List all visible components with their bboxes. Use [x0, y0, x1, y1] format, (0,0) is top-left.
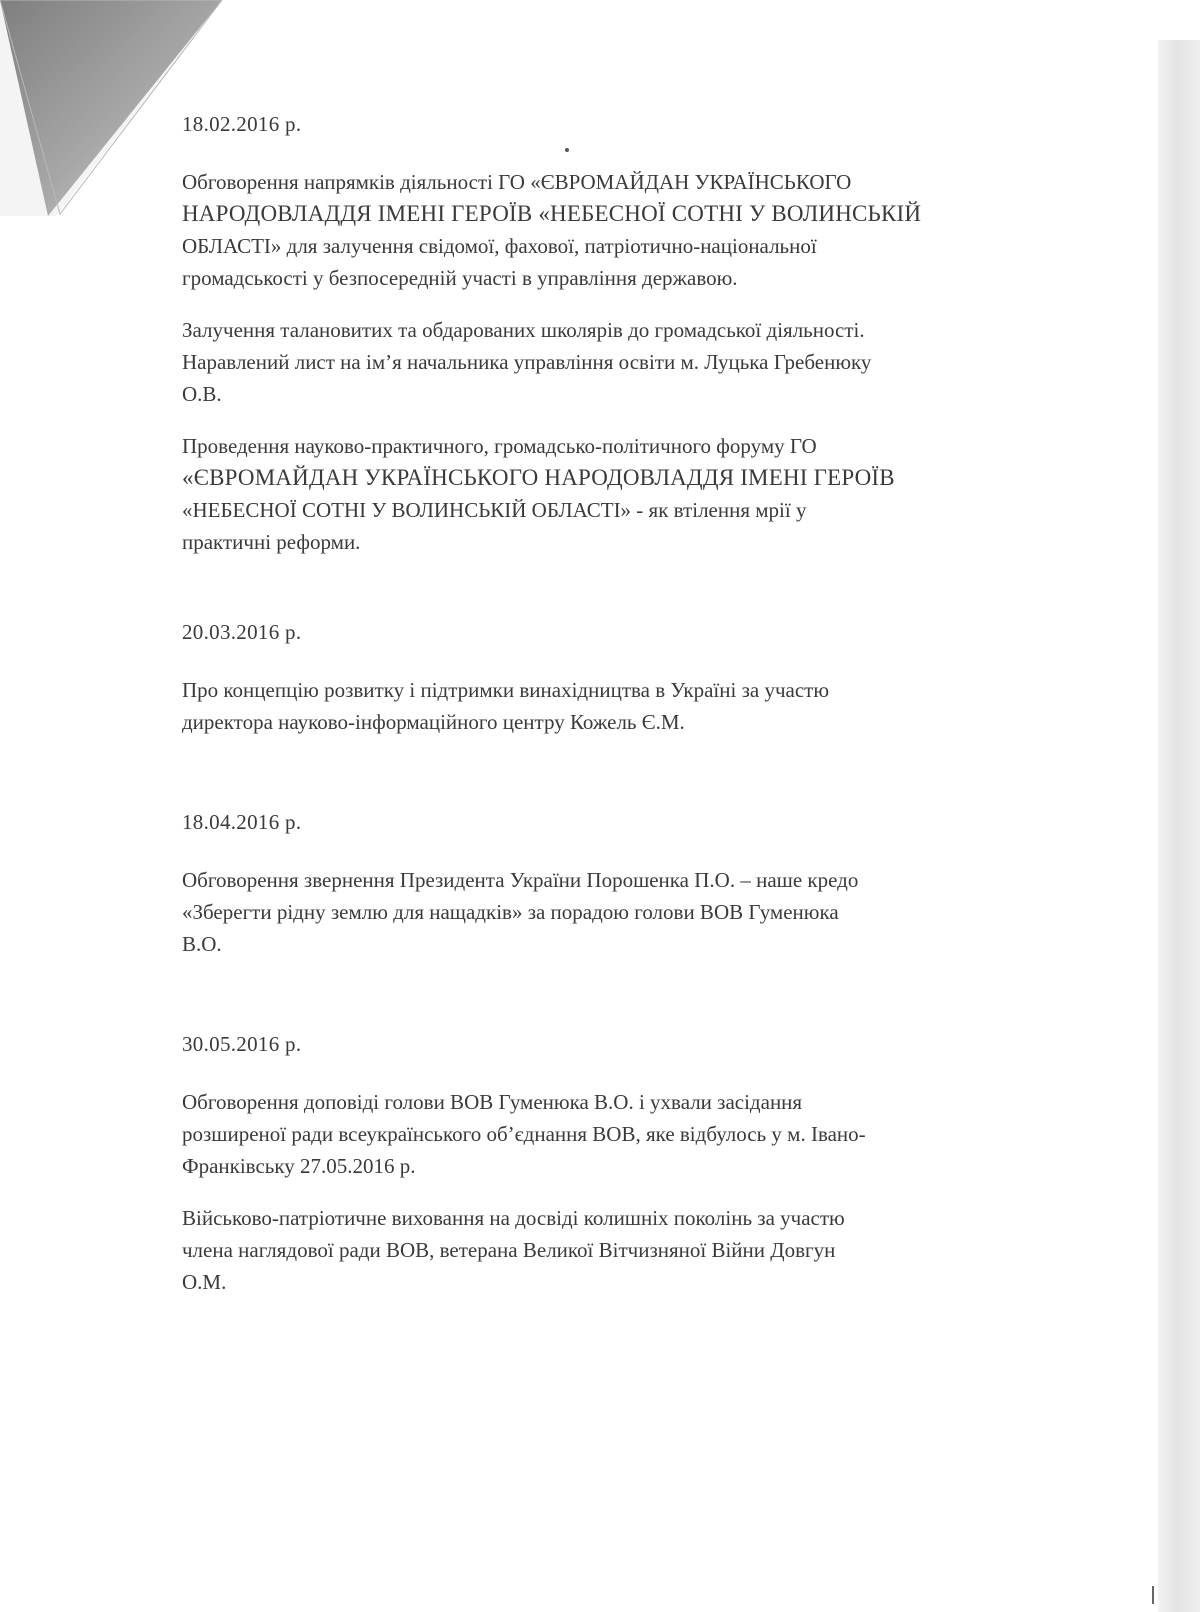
paragraph [182, 864, 1052, 960]
paragraph [182, 1086, 1052, 1182]
text-line: Проведення науково-практичного, громадсько-політичного форуму ГО [182, 434, 817, 458]
entry-date: 30.05.2016 р. [182, 1032, 302, 1056]
text-line: Наравлений лист на ім’я начальника управління освіти м. Луцька Гребенюку [182, 350, 872, 374]
paragraph [182, 674, 1052, 738]
paragraph [182, 314, 1052, 410]
text-line: ОБЛАСТІ» для залучення свідомої, фахової, патріотично-національної [182, 234, 817, 258]
scan-mark [1152, 1586, 1154, 1604]
entry [182, 806, 1052, 960]
text-line: О.В. [182, 382, 222, 406]
text-line: Обговорення доповіді голови ВОВ Гуменюка В.О. і ухвали засідання [182, 1090, 803, 1114]
paragraph [182, 1202, 1052, 1298]
entry [182, 1028, 1052, 1298]
text-line: НАРОДОВЛАДДЯ ІМЕНІ ГЕРОЇВ «НЕБЕСНОЇ СОТНІ У ВОЛИНСЬКІЙ [182, 201, 922, 226]
text-line: О.М. [182, 1270, 227, 1294]
entry-date: 20.03.2016 р. [182, 620, 302, 644]
text-line: «Зберегти рідну землю для нащадків» за порадою голови ВОВ Гуменюка [182, 900, 839, 924]
text-line: Обговорення звернення Президента України Порошенка П.О. – наше кредо [182, 868, 859, 892]
paragraph [182, 430, 1052, 558]
text-line: громадськості у безпосередній участі в управління державою. [182, 266, 738, 290]
document-body [182, 108, 1052, 1318]
text-line: «НЕБЕСНОЇ СОТНІ У ВОЛИНСЬКІЙ ОБЛАСТІ» - як втілення мрії у [182, 498, 807, 522]
text-line: Залучення талановитих та обдарованих школярів до громадської діяльності. [182, 318, 865, 342]
text-line: «ЄВРОМАЙДАН УКРАЇНСЬКОГО НАРОДОВЛАДДЯ ІМЕНІ ГЕРОЇВ [182, 465, 895, 490]
text-line: Про концепцію розвитку і підтримки винахідництва в Україні за участю [182, 678, 830, 702]
text-line: практичні реформи. [182, 530, 361, 554]
entry-date: 18.02.2016 р. [182, 112, 302, 136]
entry [182, 616, 1052, 738]
entry-date: 18.04.2016 р. [182, 810, 302, 834]
text-line: В.О. [182, 932, 222, 956]
text-line: Франківську 27.05.2016 р. [182, 1154, 416, 1178]
text-line: розширеної ради всеукраїнського об’єднання ВОВ, яке відбулось у м. Івано- [182, 1122, 866, 1146]
entry [182, 108, 1052, 558]
text-line: Обговорення напрямків діяльності ГО «ЄВРОМАЙДАН УКРАЇНСЬКОГО [182, 170, 852, 194]
scan-edge-shadow [1158, 40, 1200, 1612]
paragraph [182, 166, 1052, 294]
text-line: Військово-патріотичне виховання на досвіді колишніх поколінь за участю [182, 1206, 845, 1230]
text-line: члена наглядової ради ВОВ, ветерана Великої Вітчизняної Війни Довгун [182, 1238, 836, 1262]
text-line: директора науково-інформаційного центру Кожель Є.М. [182, 710, 685, 734]
